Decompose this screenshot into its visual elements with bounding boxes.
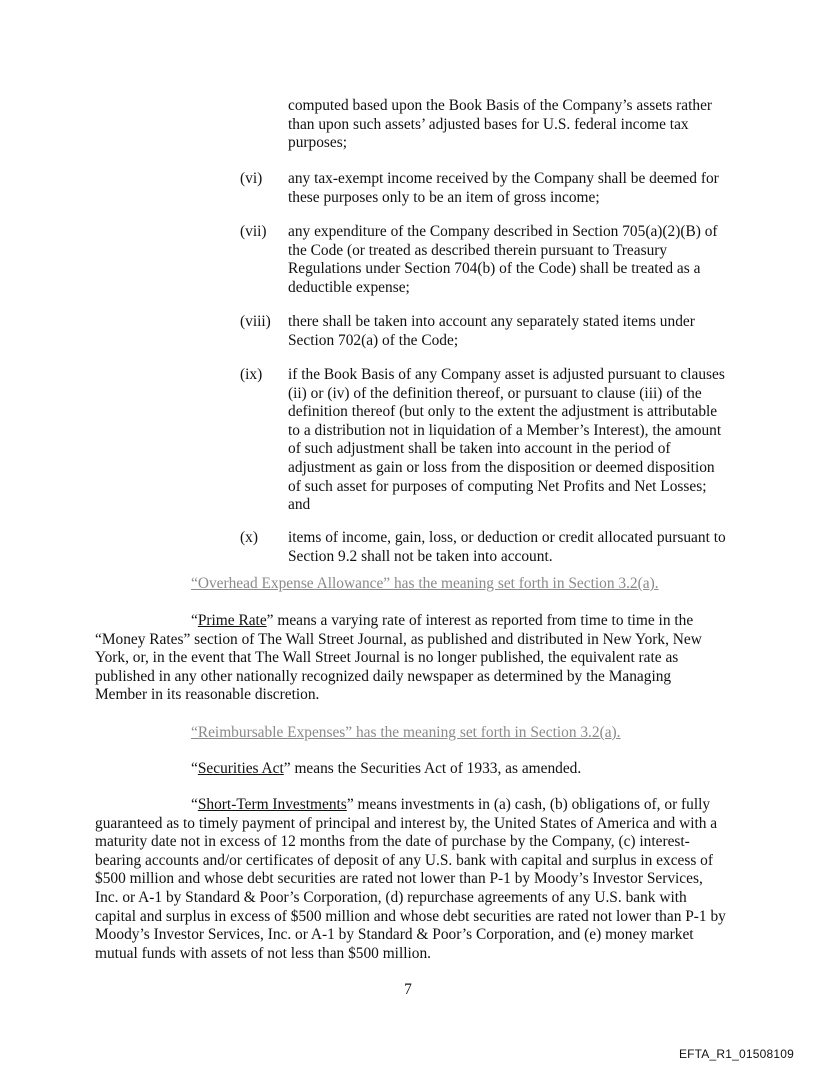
clause-x bbox=[240, 529, 730, 566]
clause-text: any tax-exempt income received by the Company shall be deemed for these purposes only to be an item of gross income; bbox=[288, 170, 719, 206]
definition-body: ” means the Securities Act of 1933, as amended. bbox=[283, 760, 582, 777]
definition-short-term-investments bbox=[95, 796, 727, 963]
definition-body: ” means a varying rate of interest as reported from time to time in the “Money Rates” section of The Wall Street Journal, as published and distributed in New York, New York, or, in the event that The Wall Street Journal is no longer published, the equivalent rate as published in any other nationally recognized daily newspaper as determined by the Managing Member in its reasonable discretion. bbox=[95, 612, 702, 704]
quote-mark: “ bbox=[191, 760, 198, 777]
clause-number: (vi) bbox=[240, 170, 263, 187]
clause-text: there shall be taken into account any separately stated items under Section 702(a) of the Code; bbox=[288, 313, 695, 349]
defined-term: Securities Act bbox=[197, 760, 284, 777]
continuation-text: computed based upon the Book Basis of the Company’s assets rather than upon such assets’ adjusted bases for U.S. federal income tax purposes; bbox=[288, 97, 713, 152]
defined-term: Prime Rate bbox=[197, 612, 267, 629]
clause-vii bbox=[240, 223, 730, 297]
clause-text: items of income, gain, loss, or deduction or credit allocated pursuant to Section 9.2 shall not be taken into account. bbox=[288, 529, 726, 565]
definition-body: ” means investments in (a) cash, (b) obligations of, or fully guaranteed as to timely payment of principal and interest by, the United States of America and with a maturity date not in excess of 12 months from the date of purchase by the Company, (c) interest-bearing accounts and/or certificates of deposit of any U.S. bank with capital and surplus in excess of $500 million and whose debt securities are rated not lower than P-1 by Moody’s Investor Services, Inc. or A-1 by Standard & Poor’s Corporation, (d) repurchase agreements of any U.S. bank with capital and surplus in excess of $500 million and whose debt securities are rated not lower than P-1 by Moody’s Investor Services, Inc. or A-1 by Standard & Poor’s Corporation, and (e) money market mutual funds with assets of not less than $500 million. bbox=[95, 796, 726, 962]
defined-term: Short-Term Investments bbox=[197, 796, 347, 813]
clause-number: (vii) bbox=[240, 223, 267, 240]
clause-vi bbox=[240, 170, 730, 207]
definition-prime-rate bbox=[95, 612, 727, 705]
quote-mark: “ bbox=[191, 612, 198, 629]
definition-securities-act bbox=[191, 760, 731, 779]
bates-number: EFTA_R1_01508109 bbox=[678, 1047, 794, 1061]
clause-text: if the Book Basis of any Company asset is adjusted pursuant to clauses (ii) or (iv) of the definition thereof, or pursuant to clause (iii) of the definition thereof (but only to the extent the adjustment is attributable to a distribution not in liquidation of a Member’s Interest), the amount of such adjustment shall be taken into account in the period of adjustment as gain or loss from the disposition or deemed disposition of such asset for purposes of computing Net Profits and Net Losses; and bbox=[288, 366, 725, 514]
clause-number: (viii) bbox=[240, 313, 271, 330]
definition-reimbursable-expenses: “Reimbursable Expenses” has the meaning set forth in Section 3.2(a). bbox=[191, 724, 621, 741]
clause-text: any expenditure of the Company described in Section 705(a)(2)(B) of the Code (or treated as described therein pursuant to Treasury Regulations under Section 704(b) of the Code) shall be treated as a deductible expense; bbox=[288, 223, 718, 296]
quote-mark: “ bbox=[191, 796, 198, 813]
clause-viii bbox=[240, 313, 730, 350]
clause-ix bbox=[240, 366, 730, 515]
clause-number: (ix) bbox=[240, 366, 263, 383]
page-number: 7 bbox=[404, 981, 412, 998]
clause-number: (x) bbox=[240, 529, 258, 546]
definition-overhead-expense-allowance: “Overhead Expense Allowance” has the meaning set forth in Section 3.2(a). bbox=[191, 575, 659, 592]
